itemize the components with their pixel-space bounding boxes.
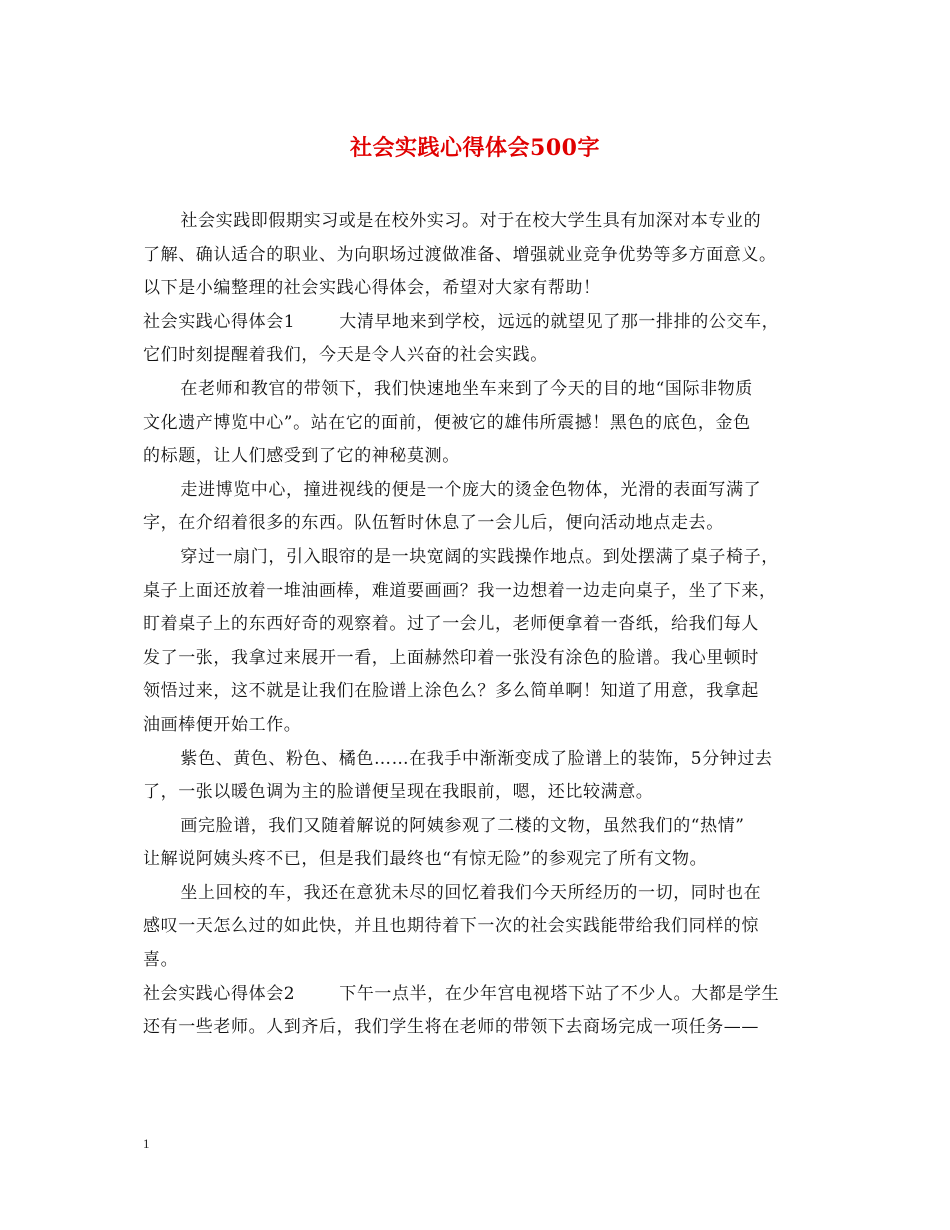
text-line: 社会实践即假期实习或是在校外实习。对于在校大学生具有加深对本专业的 [180,211,762,231]
text-line [143,306,823,340]
text-line: 发了一张，我拿过来展开一看，上面赫然印着一张没有涂色的脸谱。我心里顿时 [143,647,759,668]
text-line: 让解说阿姨头疼不已，但是我们最终也“有惊无险”的参观完了所有文物。 [143,849,708,870]
text-line: 紫色、黄色、粉色、橘色……在我手中渐渐变成了脸谱上的装饰，5分钟过去 [180,748,773,769]
text-line: 油画棒便开始工作。 [143,714,302,735]
paragraph-intro [143,205,823,306]
paragraph [143,541,823,743]
text-line: 感叹一天怎么过的如此快，并且也期待着下一次的社会实践能带给我们同样的惊 [143,916,759,937]
text-line: 盯着桌子上的东西好奇的观察着。过了一会儿，老师便拿着一沓纸，给我们每人 [143,614,759,635]
paragraph [143,474,823,541]
text-line: 画完脸谱，我们又随着解说的阿姨参观了二楼的文物，虽然我们的“热情” [180,815,745,836]
paragraph [143,810,823,877]
text-line: 它们时刻提醒着我们，今天是令人兴奋的社会实践。 [143,345,548,366]
text-line: 穿过一扇门，引入眼帘的是一块宽阔的实践操作地点。到处摆满了桌子椅子， [180,546,779,567]
text-line: 领悟过来，这不就是让我们在脸谱上涂色么？多么简单啊！知道了用意，我拿起 [143,681,759,702]
paragraph [143,743,823,810]
text-line: 还有一些老师。人到齐后，我们学生将在老师的带领下去商场完成一项任务—— [143,1017,759,1038]
paragraph-section-2 [143,978,823,1045]
paragraph-section-1 [143,306,823,373]
text-line: 以下是小编整理的社会实践心得体会，希望对大家有帮助！ [143,278,601,299]
text-line: 桌子上面还放着一堆油画棒，难道要画画？我一边想着一边走向桌子，坐了下来， [143,580,777,601]
text-line-content: 下午一点半，在少年宫电视塔下站了不少人。大都是学生 [339,983,780,1004]
document-title: 社会实践心得体会500字 [350,135,600,161]
page-number: 1 [143,1136,150,1151]
text-line-content: 大清早地来到学校，远远的就望见了那一排排的公交车， [339,311,780,332]
text-line: 字，在介绍着很多的东西。队伍暂时休息了一会儿后，便向活动地点走去。 [143,513,724,534]
text-line [143,978,823,1012]
text-line: 喜。 [143,950,179,971]
text-line: 坐上回校的车，我还在意犹未尽的回忆着我们今天所经历的一切，同时也在 [180,882,762,903]
text-line: 了解、确认适合的职业、为向职场过渡做准备、增强就业竞争优势等多方面意义。 [143,244,777,265]
section-heading: 社会实践心得体会2 [143,983,296,1004]
paragraph [143,373,823,474]
paragraph [143,877,823,978]
text-line: 在老师和教官的带领下，我们快速地坐车来到了今天的目的地“国际非物质 [180,378,753,399]
section-heading: 社会实践心得体会1 [143,311,296,332]
text-line: 走进博览中心，撞进视线的便是一个庞大的烫金色物体，光滑的表面写满了 [180,479,762,500]
text-line: 的标题，让人们感受到了它的神秘莫测。 [143,446,460,467]
document-body [143,205,823,1045]
text-line: 文化遗产博览中心”。站在它的面前，便被它的雄伟所震撼！黑色的底色，金色 [143,412,751,433]
text-line: 了，一张以暖色调为主的脸谱便呈现在我眼前，嗯，还比较满意。 [143,782,654,803]
